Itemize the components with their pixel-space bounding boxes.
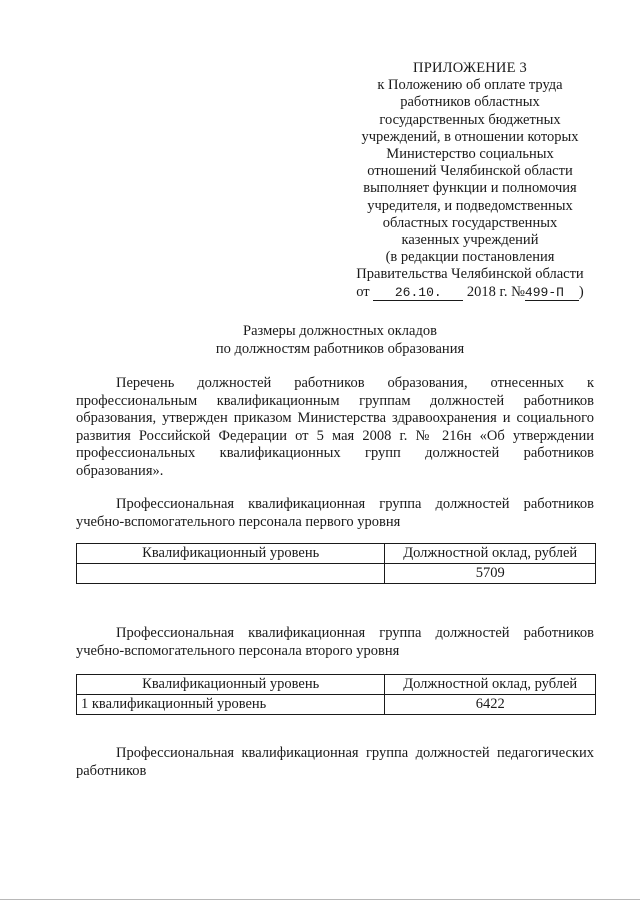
appendix-line: учреждений, в отношении которых	[361, 128, 579, 145]
appendix-line: выполняет функции и полномочия	[363, 180, 577, 197]
date-suffix: )	[578, 283, 584, 300]
appendix-line: государственных бюджетных	[379, 111, 561, 128]
header-level: Квалификационный уровень	[77, 544, 385, 564]
cell-level: 1 квалификационный уровень	[77, 695, 385, 715]
appendix-line: (в редакции постановления	[385, 249, 555, 266]
salary-table-2	[76, 674, 596, 715]
appendix-line: отношений Челябинской области	[367, 163, 573, 180]
cell-salary: 5709	[385, 564, 596, 584]
table-row	[77, 564, 596, 584]
decree-date-line	[340, 284, 600, 301]
decree-number: 499-П	[525, 286, 579, 301]
appendix-line: учредителя, и подведомственных	[367, 197, 573, 214]
title-line-2: по должностям работников образования	[215, 340, 465, 357]
decree-year: 2018 г. №	[466, 283, 525, 300]
intro-paragraph: Перечень должностей работников образования, отнесенных к профессиональным квалификационным группам должностей работников образования, утвержден приказом Министерства здравоохранения и социального развития Российской Федерации от 5 мая 2008 г. № 216н «Об утверждении профессиональных квалификационных групп должностей работников образования».	[76, 375, 594, 479]
group-heading-1: Профессиональная квалификационная группа должностей работников учебно-вспомогательного персонала первого уровня	[76, 496, 594, 530]
date-prefix: от	[356, 283, 370, 300]
title-line-1: Размеры должностных окладов	[243, 323, 437, 339]
cell-salary: 6422	[385, 695, 596, 715]
header-salary: Должностной оклад, рублей	[385, 544, 596, 564]
group-heading-2: Профессиональная квалификационная группа должностей работников учебно-вспомогательного персонала второго уровня	[76, 625, 594, 659]
appendix-line: областных государственных	[382, 214, 558, 231]
appendix-title: ПРИЛОЖЕНИЕ 3	[413, 60, 527, 76]
decree-date: 26.10.	[373, 286, 463, 301]
table-header-row	[77, 544, 596, 564]
appendix-line: к Положению об оплате труда	[377, 77, 563, 94]
group-heading-3: Профессиональная квалификационная группа должностей педагогических работников	[76, 745, 594, 779]
document-title	[80, 323, 600, 358]
page-edge-divider	[0, 899, 640, 900]
appendix-line: Министерство социальных	[386, 146, 554, 163]
table-row	[77, 695, 596, 715]
appendix-line: работников областных	[400, 94, 540, 111]
header-level: Квалификационный уровень	[77, 675, 385, 695]
salary-table-1	[76, 543, 596, 584]
appendix-line: казенных учреждений	[401, 232, 539, 249]
appendix-header	[340, 60, 600, 301]
cell-level	[77, 564, 385, 584]
header-salary: Должностной оклад, рублей	[385, 675, 596, 695]
table-header-row	[77, 675, 596, 695]
appendix-line: Правительства Челябинской области	[356, 266, 584, 283]
